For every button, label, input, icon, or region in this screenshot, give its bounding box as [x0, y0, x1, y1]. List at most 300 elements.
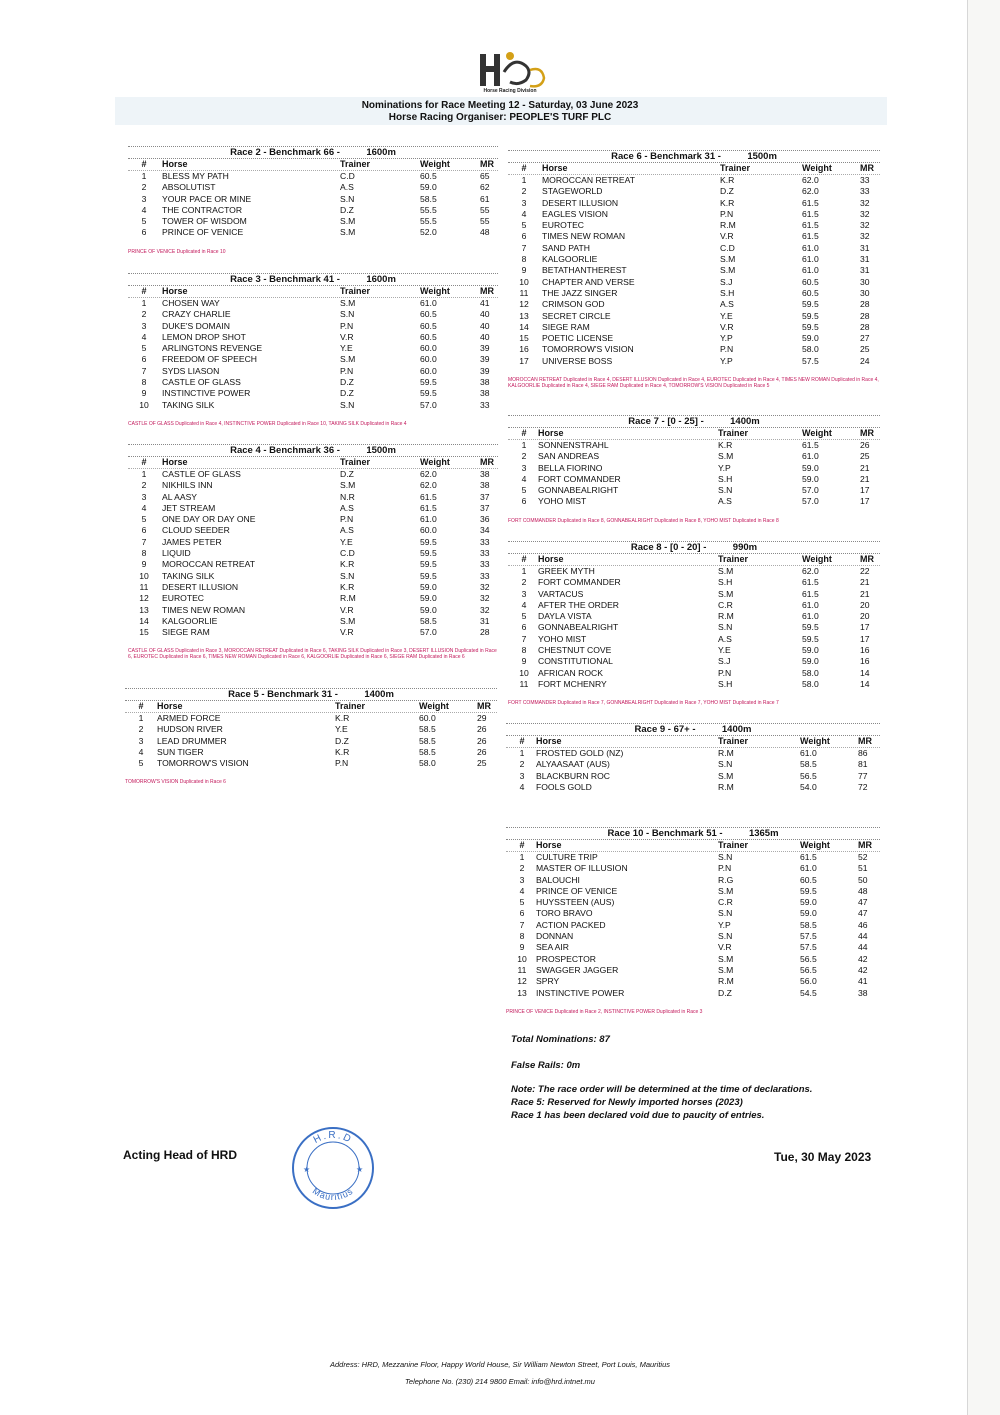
horse-name: YOHO MIST [538, 633, 587, 644]
horse-name: SYDS LIASON [162, 365, 220, 376]
race-title: Race 7 - [0 - 25] - 1400m [508, 415, 880, 428]
rating: 27 [860, 333, 870, 344]
weight: 61.0 [802, 242, 819, 253]
rating: 29 [477, 713, 487, 723]
rating: 72 [858, 781, 868, 792]
horse-name: BLACKBURN ROC [536, 770, 611, 781]
row-number: 7 [521, 242, 527, 253]
table-row [508, 322, 880, 333]
duplicate-note: PRINCE OF VENICE Duplicated in Race 2, INSTINCTIVE POWER Duplicated in Race 3 [506, 1008, 703, 1015]
table-row [128, 343, 498, 354]
weight: 57.0 [420, 627, 437, 638]
weight: 59.0 [802, 333, 819, 344]
row-number: 10 [519, 276, 529, 287]
row-number: 16 [519, 344, 529, 355]
row-number: 15 [139, 627, 149, 638]
svg-text:★: ★ [303, 1165, 311, 1174]
horse-name: MOROCCAN RETREAT [542, 175, 635, 185]
row-number: 10 [139, 399, 149, 410]
row-number: 3 [141, 193, 147, 204]
horse-name: ARMED FORCE [157, 713, 221, 723]
horse-name: MOROCCAN RETREAT [162, 559, 255, 570]
horse-name: CULTURE TRIP [536, 852, 598, 862]
horse-name: ARLINGTONS REVENGE [162, 343, 263, 354]
table-row [506, 965, 880, 976]
weight: 59.5 [802, 321, 819, 332]
horse-name: SUN TIGER [157, 746, 204, 757]
horse-name: KALGOORLIE [542, 254, 598, 265]
horse-name: AFRICAN ROCK [538, 667, 603, 678]
rating: 48 [858, 885, 868, 896]
row-number: 13 [139, 604, 149, 615]
row-number: 3 [521, 588, 527, 599]
table-row [508, 356, 880, 367]
rating: 16 [860, 656, 870, 667]
trainer: D.Z [718, 987, 732, 998]
row-number: 8 [141, 377, 147, 388]
weight: 62.0 [420, 469, 437, 479]
rating: 39 [480, 343, 490, 354]
horse-name: TIMES NEW ROMAN [162, 604, 246, 615]
row-number: 5 [521, 611, 527, 622]
table-row [128, 616, 498, 627]
race-section [128, 273, 498, 427]
table-row [506, 875, 880, 886]
table-row [128, 309, 498, 320]
column-header-horse: Horse [542, 163, 568, 173]
rating: 17 [860, 496, 870, 507]
table-row [128, 298, 498, 309]
column-header-trainer: Trainer [340, 159, 371, 169]
horse-name: HUDSON RIVER [157, 724, 223, 735]
table-row [125, 758, 497, 769]
table-row [508, 265, 880, 276]
signatory-title: Acting Head of HRD [123, 1148, 237, 1162]
horse-name: CHESTNUT COVE [538, 645, 612, 656]
race-section [508, 541, 880, 706]
weight: 61.0 [802, 611, 819, 622]
row-number: 15 [519, 333, 529, 344]
row-number: 1 [138, 713, 144, 723]
row-number: 5 [521, 485, 527, 496]
weight: 61.5 [420, 502, 437, 513]
duplicate-note: CASTLE OF GLASS Duplicated in Race 3, MOROCCAN RETREAT Duplicated in Race 6, TAKING SILK Duplicated in Race 3, DESERT ILLUSION Duplicated in Race 6, EUROTEC Duplicated in Race 6, TIMES NEW ROMAN Duplicated in Race 6, KALGOORLIE Duplicated in Race 6, SIEGE RAM Duplicated in Race 6 [128, 648, 497, 661]
weight: 60.5 [802, 276, 819, 287]
rating: 25 [477, 758, 487, 769]
row-number: 1 [141, 298, 147, 308]
row-number: 1 [521, 175, 527, 185]
row-number: 9 [141, 559, 147, 570]
row-number: 7 [521, 633, 527, 644]
table-row [125, 747, 497, 758]
rating: 33 [860, 175, 870, 185]
horse-name: BETATHANTHEREST [542, 265, 627, 276]
rating: 37 [480, 491, 490, 502]
horse-name: TORO BRAVO [536, 908, 593, 919]
trainer: C.D [340, 171, 355, 181]
rating: 30 [860, 276, 870, 287]
weight: 59.0 [420, 182, 437, 193]
horse-name: LEAD DRUMMER [157, 735, 227, 746]
weight: 59.0 [802, 645, 819, 656]
table-row [508, 679, 880, 690]
row-number: 9 [521, 265, 527, 276]
column-header-horse: Horse [538, 428, 564, 438]
horse-name: SPRY [536, 976, 560, 987]
trainer: S.N [718, 908, 733, 919]
race-title: Race 4 - Benchmark 36 - 1500m [128, 444, 498, 457]
weight: 61.5 [802, 197, 819, 208]
trainer: P.N [718, 863, 732, 874]
table-row [125, 713, 497, 724]
trainer: D.Z [335, 735, 349, 746]
footer-phone: Telephone No. (230) 214 9800 Email: info@hrd.intnet.mu [405, 1377, 595, 1386]
horse-name: FORT COMMANDER [538, 473, 621, 484]
weight: 61.5 [800, 852, 817, 862]
column-header-num: # [521, 428, 527, 438]
row-number: 4 [141, 502, 147, 513]
row-number: 2 [519, 863, 525, 874]
weight: 60.5 [420, 320, 437, 331]
horse-name: FROSTED GOLD (NZ) [536, 748, 624, 758]
weight: 62.0 [802, 566, 819, 576]
trainer: A.S [718, 496, 732, 507]
trainer: R.M [718, 611, 734, 622]
horse-name: BALOUCHI [536, 874, 580, 885]
weight: 58.0 [419, 758, 436, 769]
table-row [508, 645, 880, 656]
row-number: 5 [519, 897, 525, 908]
weight: 59.0 [420, 581, 437, 592]
horse-name: CONSTITUTIONAL [538, 656, 613, 667]
table-row [128, 548, 498, 559]
row-number: 14 [139, 615, 149, 626]
trainer: Y.E [340, 536, 353, 547]
race-section [508, 415, 880, 524]
rating: 21 [860, 577, 870, 588]
trainer: V.R [340, 627, 354, 638]
row-number: 12 [519, 299, 529, 310]
weight: 60.0 [420, 354, 437, 365]
table-row [128, 605, 498, 616]
weight: 61.0 [802, 451, 819, 462]
table-row [128, 480, 498, 491]
trainer: S.N [340, 193, 355, 204]
rating: 40 [480, 309, 490, 320]
column-header-mr: MR [480, 286, 494, 296]
horse-name: LEMON DROP SHOT [162, 331, 246, 342]
rating: 24 [860, 355, 870, 366]
weight: 61.5 [802, 588, 819, 599]
row-number: 12 [517, 976, 527, 987]
rating: 32 [480, 593, 490, 604]
column-header-trainer: Trainer [720, 163, 751, 173]
row-number: 4 [519, 885, 525, 896]
trainer: R.M [718, 976, 734, 987]
column-header-mr: MR [480, 159, 494, 169]
row-number: 10 [519, 667, 529, 678]
horse-name: YOUR PACE OR MINE [162, 193, 252, 204]
table-row [128, 627, 498, 638]
trainer: V.R [720, 321, 734, 332]
race-section [506, 827, 880, 1015]
weight: 59.0 [800, 897, 817, 908]
row-number: 6 [519, 908, 525, 919]
rating: 14 [860, 678, 870, 689]
horse-name: CASTLE OF GLASS [162, 377, 241, 388]
rating: 26 [477, 746, 487, 757]
column-header-num: # [519, 840, 525, 850]
note-race-5: Race 5: Reserved for Newly imported horses (2023) [511, 1097, 743, 1108]
column-header-horse: Horse [538, 554, 564, 564]
trainer: R.M [340, 593, 356, 604]
trainer: Y.E [335, 724, 348, 735]
horse-name: SAND PATH [542, 242, 590, 253]
row-number: 14 [519, 321, 529, 332]
column-header-weight: Weight [800, 840, 830, 850]
weight: 60.5 [420, 331, 437, 342]
horse-name: MASTER OF ILLUSION [536, 863, 628, 874]
table-row [506, 897, 880, 908]
trainer: S.N [340, 399, 355, 410]
table-row [508, 634, 880, 645]
table-row [128, 377, 498, 388]
table-header [508, 428, 880, 440]
weight: 57.5 [802, 355, 819, 366]
table-row [128, 216, 498, 227]
race-title: Race 6 - Benchmark 31 - 1500m [508, 150, 880, 163]
duplicate-note: FORT COMMANDER Duplicated in Race 8, GONNABEALRIGHT Duplicated in Race 8, YOHO MIST Duplicated in Race 8 [508, 517, 779, 524]
weight: 61.5 [802, 440, 819, 450]
note-race-1: Race 1 has been declared void due to paucity of entries. [511, 1110, 765, 1121]
horse-name: CHOSEN WAY [162, 298, 220, 308]
horse-name: CRAZY CHARLIE [162, 309, 231, 320]
column-header-num: # [141, 159, 147, 169]
row-number: 3 [519, 874, 525, 885]
trainer: S.H [718, 473, 733, 484]
horse-name: EAGLES VISION [542, 208, 608, 219]
trainer: S.M [340, 354, 356, 365]
weight: 58.5 [800, 759, 817, 770]
table-row [508, 333, 880, 344]
horse-name: GONNABEALRIGHT [538, 622, 619, 633]
weight: 57.0 [802, 485, 819, 496]
horse-name: CLOUD SEEDER [162, 525, 230, 536]
horse-name: ABSOLUTIST [162, 182, 216, 193]
weight: 58.0 [802, 667, 819, 678]
weight: 52.0 [420, 227, 437, 238]
table-row [128, 400, 498, 411]
weight: 60.0 [419, 713, 436, 723]
weight: 59.5 [802, 633, 819, 644]
row-number: 10 [517, 953, 527, 964]
column-header-mr: MR [858, 840, 872, 850]
trainer: S.H [718, 678, 733, 689]
table-header [128, 286, 498, 298]
rating: 26 [860, 440, 870, 450]
horse-name: CASTLE OF GLASS [162, 469, 241, 479]
weight: 61.0 [800, 748, 817, 758]
weight: 58.5 [420, 193, 437, 204]
horse-name: THE JAZZ SINGER [542, 287, 618, 298]
trainer: S.M [718, 588, 734, 599]
row-number: 2 [521, 577, 527, 588]
table-row [508, 198, 880, 209]
horse-name: GONNABEALRIGHT [538, 485, 619, 496]
rating: 41 [480, 298, 490, 308]
table-row [508, 299, 880, 310]
trainer: K.R [718, 440, 733, 450]
rating: 20 [860, 599, 870, 610]
race-title: Race 8 - [0 - 20] - 990m [508, 541, 880, 554]
column-header-weight: Weight [800, 736, 830, 746]
trainer: S.H [718, 577, 733, 588]
rating: 36 [480, 514, 490, 525]
rating: 26 [477, 724, 487, 735]
race-title: Race 9 - 67+ - 1400m [506, 723, 880, 736]
horse-name: TIMES NEW ROMAN [542, 231, 626, 242]
trainer: V.R [340, 604, 354, 615]
race-section [508, 150, 880, 389]
horse-name: POETIC LICENSE [542, 333, 614, 344]
table-row [506, 759, 880, 770]
weight: 56.0 [800, 976, 817, 987]
rating: 25 [860, 451, 870, 462]
rating: 17 [860, 633, 870, 644]
weight: 56.5 [800, 964, 817, 975]
column-header-num: # [141, 286, 147, 296]
table-row [506, 931, 880, 942]
rating: 32 [860, 197, 870, 208]
trainer: S.M [340, 615, 356, 626]
rating: 17 [860, 485, 870, 496]
race-title: Race 3 - Benchmark 41 - 1600m [128, 273, 498, 286]
column-header-horse: Horse [157, 701, 183, 711]
row-number: 2 [141, 309, 147, 320]
table-row [128, 227, 498, 238]
weight: 60.0 [420, 525, 437, 536]
trainer: P.N [718, 667, 732, 678]
table-row [128, 492, 498, 503]
table-row [128, 525, 498, 536]
row-number: 8 [141, 548, 147, 559]
race-section [128, 444, 498, 660]
weight: 59.0 [420, 593, 437, 604]
table-row [508, 209, 880, 220]
weight: 60.5 [420, 171, 437, 181]
trainer: S.M [340, 216, 356, 227]
row-number: 9 [141, 388, 147, 399]
trainer: A.S [340, 182, 354, 193]
table-row [128, 571, 498, 582]
horse-name: FREEDOM OF SPEECH [162, 354, 258, 365]
column-header-horse: Horse [162, 286, 188, 296]
horse-name: KALGOORLIE [162, 615, 218, 626]
horse-name: HUYSSTEEN (AUS) [536, 897, 615, 908]
horse-name: FORT MCHENRY [538, 678, 607, 689]
weight: 61.5 [802, 231, 819, 242]
horse-name: JAMES PETER [162, 536, 222, 547]
rating: 31 [480, 615, 490, 626]
trainer: S.N [340, 570, 355, 581]
column-header-weight: Weight [420, 159, 450, 169]
trainer: R.M [718, 748, 734, 758]
horse-name: AFTER THE ORDER [538, 599, 620, 610]
weight: 59.0 [420, 604, 437, 615]
row-number: 8 [521, 254, 527, 265]
horse-name: TAKING SILK [162, 570, 215, 581]
weight: 59.5 [802, 622, 819, 633]
table-row [506, 771, 880, 782]
rating: 44 [858, 942, 868, 953]
table-row [128, 593, 498, 604]
trainer: R.M [718, 781, 734, 792]
row-number: 11 [519, 287, 529, 298]
race-title: Race 5 - Benchmark 31 - 1400m [125, 688, 497, 701]
rating: 81 [858, 759, 868, 770]
race-section [506, 723, 880, 793]
table-row [128, 537, 498, 548]
weight: 59.5 [800, 885, 817, 896]
table-row [506, 748, 880, 759]
column-header-horse: Horse [162, 159, 188, 169]
table-row [128, 182, 498, 193]
table-row [128, 354, 498, 365]
horse-name: ONE DAY OR DAY ONE [162, 514, 256, 525]
rating: 32 [480, 581, 490, 592]
horse-name: DONNAN [536, 931, 574, 942]
horse-name: PRINCE OF VENICE [162, 227, 244, 238]
race-title: Race 2 - Benchmark 66 - 1600m [128, 146, 498, 159]
svg-text:Mauritius: Mauritius [310, 1185, 356, 1203]
column-header-num: # [141, 457, 147, 467]
horse-name: SIEGE RAM [542, 321, 590, 332]
table-row [508, 451, 880, 462]
rating: 21 [860, 473, 870, 484]
weight: 60.5 [800, 874, 817, 885]
horse-name: INSTINCTIVE POWER [536, 987, 625, 998]
horse-name: SAN ANDREAS [538, 451, 600, 462]
row-number: 6 [521, 622, 527, 633]
trainer: D.Z [340, 469, 354, 479]
table-header [506, 840, 880, 852]
trainer: Y.P [720, 355, 733, 366]
weight: 57.0 [802, 496, 819, 507]
weight: 54.0 [800, 781, 817, 792]
trainer: A.S [340, 502, 354, 513]
horse-name: AL AASY [162, 491, 198, 502]
weight: 59.5 [420, 570, 437, 581]
trainer: Y.E [718, 645, 731, 656]
row-number: 5 [141, 343, 147, 354]
trainer: S.N [718, 852, 733, 862]
note-race-order: Note: The race order will be determined at the time of declarations. [511, 1084, 813, 1095]
horse-name: YOHO MIST [538, 496, 587, 507]
table-row [508, 288, 880, 299]
rating: 42 [858, 953, 868, 964]
weight: 59.0 [802, 462, 819, 473]
weight: 54.5 [800, 987, 817, 998]
horse-name: SEA AIR [536, 942, 569, 953]
race-section [125, 688, 497, 785]
row-number: 9 [519, 942, 525, 953]
table-row [508, 277, 880, 288]
rating: 33 [480, 536, 490, 547]
weight: 57.5 [800, 942, 817, 953]
duplicate-note: PRINCE OF VENICE Duplicated in Race 10 [128, 248, 226, 255]
column-header-weight: Weight [420, 457, 450, 467]
column-header-num: # [519, 736, 525, 746]
